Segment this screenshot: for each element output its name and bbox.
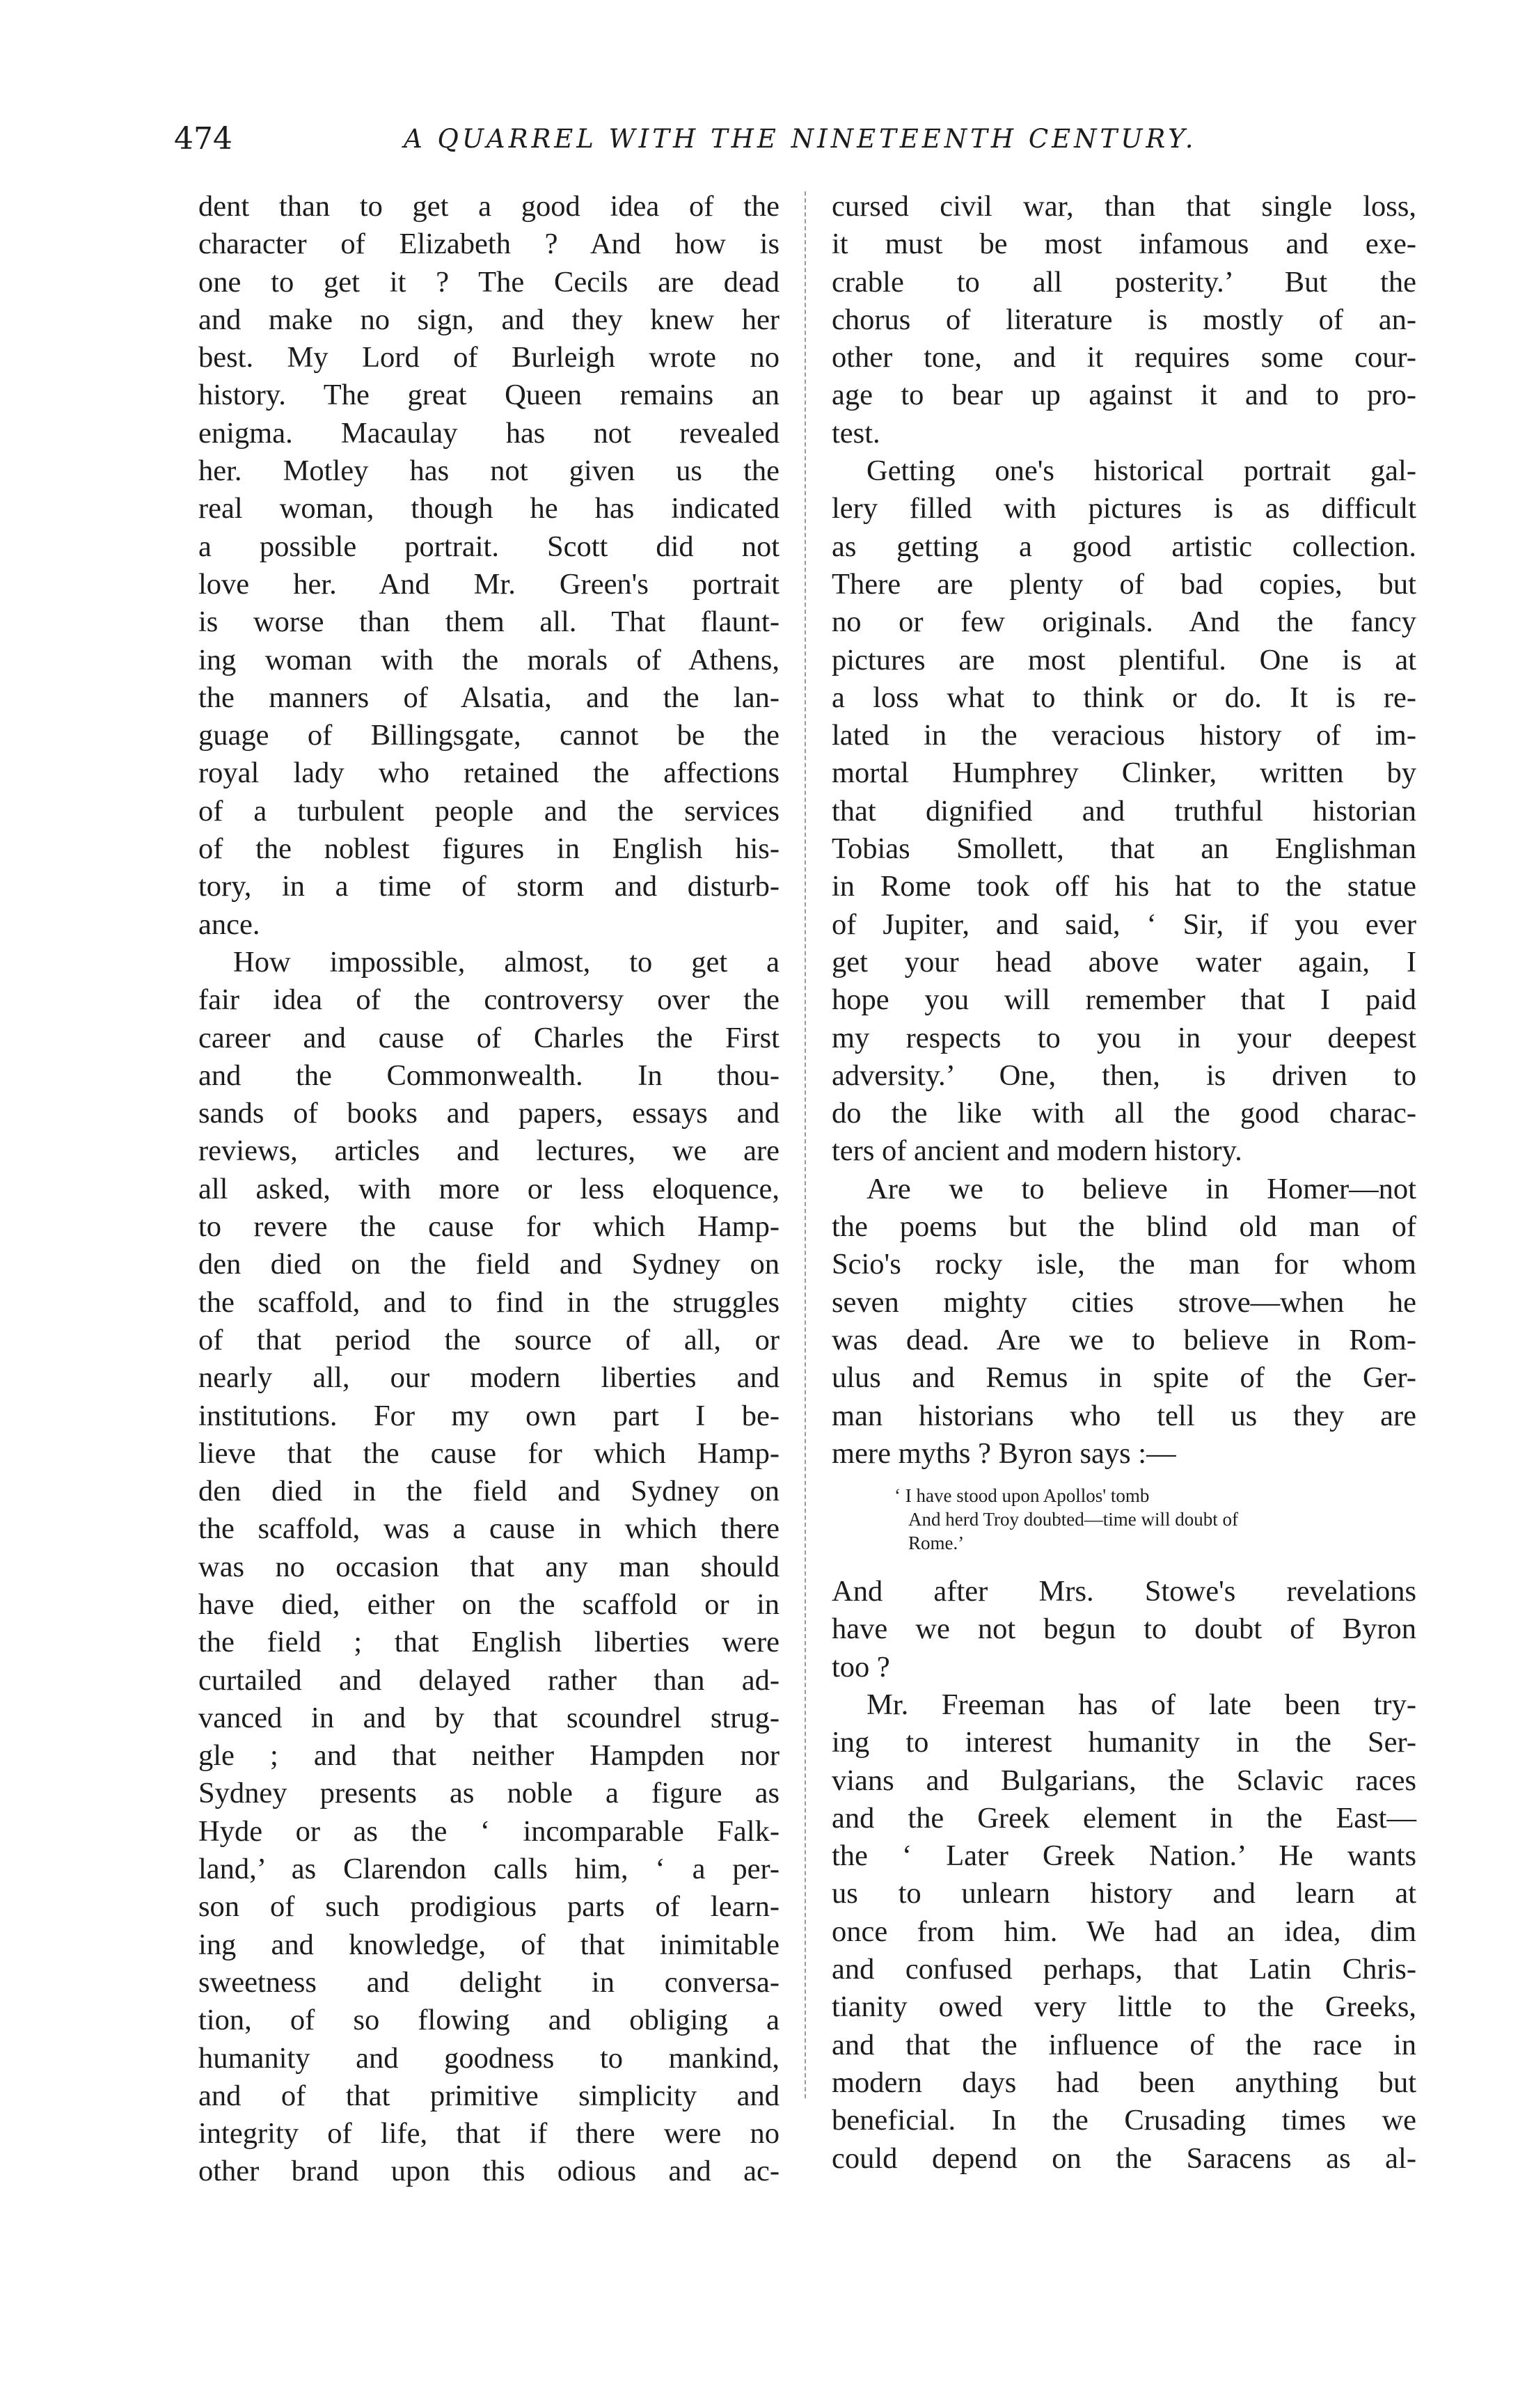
text-line: Sydney presents as noble a figure as: [198, 1777, 780, 1810]
text-line: ance.: [198, 908, 260, 941]
text-line: seven mighty cities strove—when he: [832, 1285, 1416, 1319]
text-line: lery filled with pictures is as difficult: [832, 492, 1416, 525]
text-line: Are we to believe in Homer—not: [867, 1172, 1416, 1205]
text-line: man historians who tell us they are: [832, 1399, 1416, 1432]
text-line: fair idea of the controversy over the: [198, 983, 780, 1017]
text-line: a possible portrait. Scott did not: [198, 530, 780, 563]
quote-line: ‘ I have stood upon Apollos' tomb: [894, 1485, 1150, 1507]
text-line: nearly all, our modern liberties and: [198, 1361, 780, 1395]
text-line: institutions. For my own part I be-: [198, 1399, 780, 1432]
text-line: the scaffold, was a cause in which there: [198, 1512, 780, 1546]
text-line: and confused perhaps, that Latin Chris-: [832, 1953, 1416, 1986]
text-line: Getting one's historical portrait gal-: [867, 454, 1416, 488]
text-line: dent than to get a good idea of the: [198, 190, 780, 223]
right-column: [832, 188, 1416, 2178]
text-line: ing and knowledge, of that inimitable: [198, 1928, 780, 1961]
text-line: a loss what to think or do. It is re-: [832, 681, 1416, 714]
text-line: ing to interest humanity in the Ser-: [832, 1726, 1416, 1759]
text-line: of that period the source of all, or: [198, 1323, 780, 1356]
text-line: How impossible, almost, to get a: [233, 945, 780, 979]
text-line: tianity owed very little to the Greeks,: [832, 1990, 1416, 2024]
text-line: one to get it ? The Cecils are dead: [198, 265, 780, 299]
text-line: enigma. Macaulay has not revealed: [198, 416, 780, 450]
text-line: that dignified and truthful historian: [832, 794, 1416, 827]
text-line: was no occasion that any man should: [198, 1550, 780, 1583]
text-line: the field ; that English liberties were: [198, 1626, 780, 1659]
paragraph: [832, 1686, 1416, 2178]
text-line: of a turbulent people and the services: [198, 794, 780, 827]
text-line: lated in the veracious history of im-: [832, 719, 1416, 752]
text-line: the poems but the blind old man of: [832, 1210, 1416, 1244]
text-line: beneficial. In the Crusading times we: [832, 2104, 1416, 2137]
paragraph: [832, 1573, 1416, 1686]
text-line: tion, of so flowing and obliging a: [198, 2004, 780, 2037]
text-line: test.: [832, 416, 880, 450]
text-line: mortal Humphrey Clinker, written by: [832, 757, 1416, 790]
text-line: cursed civil war, than that single loss,: [832, 190, 1416, 223]
text-line: do the like with all the good charac-: [832, 1097, 1416, 1130]
text-line: other brand upon this odious and ac-: [198, 2155, 780, 2188]
text-line: was dead. Are we to believe in Rom-: [832, 1323, 1416, 1356]
text-line: integrity of life, that if there were no: [198, 2117, 780, 2150]
text-line: all asked, with more or less eloquence,: [198, 1172, 780, 1205]
text-line: modern days had been anything but: [832, 2066, 1416, 2099]
text-line: Hyde or as the ‘ incomparable Falk-: [198, 1814, 780, 1848]
text-line: Scio's rocky isle, the man for whom: [832, 1248, 1416, 1281]
paragraph: [832, 452, 1416, 1171]
paragraph: [198, 188, 780, 944]
text-line: lieve that the cause for which Hamp-: [198, 1436, 780, 1470]
text-line: den died on the field and Sydney on: [198, 1248, 780, 1281]
left-column: [198, 188, 780, 2191]
quote-line: And herd Troy doubted—time will doubt of: [908, 1509, 1238, 1530]
text-line: vanced in and by that scoundrel strug-: [198, 1701, 780, 1734]
text-line: once from him. We had an idea, dim: [832, 1915, 1416, 1948]
text-line: Tobias Smollett, that an Englishman: [832, 832, 1416, 866]
text-line: den died in the field and Sydney on: [198, 1475, 780, 1508]
text-line: tory, in a time of storm and disturb-: [198, 870, 780, 903]
text-line: sands of books and papers, essays and: [198, 1097, 780, 1130]
text-line: guage of Billingsgate, cannot be the: [198, 719, 780, 752]
text-line: career and cause of Charles the First: [198, 1021, 780, 1054]
text-line: pictures are most plentiful. One is at: [832, 643, 1416, 676]
text-line: the scaffold, and to find in the struggles: [198, 1285, 780, 1319]
text-line: and make no sign, and they knew her: [198, 303, 780, 336]
page-header: [174, 118, 1434, 167]
text-line: sweetness and delight in conversa-: [198, 1965, 780, 1999]
text-line: hope you will remember that I paid: [832, 983, 1416, 1017]
text-line: ters of ancient and modern history.: [832, 1134, 1242, 1168]
text-line: humanity and goodness to mankind,: [198, 2041, 780, 2075]
text-line: and the Greek element in the East—: [832, 1801, 1416, 1835]
text-line: best. My Lord of Burleigh wrote no: [198, 341, 780, 374]
text-line: her. Motley has not given us the: [198, 454, 780, 488]
text-line: There are plenty of bad copies, but: [832, 567, 1416, 601]
text-line: as getting a good artistic collection.: [832, 530, 1416, 563]
text-line: royal lady who retained the affections: [198, 757, 780, 790]
text-line: curtailed and delayed rather than ad-: [198, 1663, 780, 1697]
text-line: of the noblest figures in English his-: [198, 832, 780, 866]
text-line: too ?: [832, 1650, 890, 1684]
text-line: us to unlearn history and learn at: [832, 1877, 1416, 1910]
text-line: it must be most infamous and exe-: [832, 228, 1416, 261]
text-line: in Rome took off his hat to the statue: [832, 870, 1416, 903]
text-line: land,’ as Clarendon calls him, ‘ a per-: [198, 1853, 780, 1886]
text-line: age to bear up against it and to pro-: [832, 379, 1416, 412]
text-line: adversity.’ One, then, is driven to: [832, 1059, 1416, 1092]
text-line: get your head above water again, I: [832, 945, 1416, 979]
text-line: the ‘ Later Greek Nation.’ He wants: [832, 1839, 1416, 1873]
text-line: Mr. Freeman has of late been try-: [867, 1688, 1416, 1721]
paragraph: [198, 944, 780, 2191]
text-line: history. The great Queen remains an: [198, 379, 780, 412]
text-line: son of such prodigious parts of learn-: [198, 1890, 780, 1924]
text-line: real woman, though he has indicated: [198, 492, 780, 525]
text-line: no or few originals. And the fancy: [832, 605, 1416, 639]
text-line: have we not begun to doubt of Byron: [832, 1613, 1416, 1646]
text-line: my respects to you in your deepest: [832, 1021, 1416, 1054]
text-line: of Jupiter, and said, ‘ Sir, if you ever: [832, 908, 1416, 941]
paragraph: [832, 1171, 1416, 1473]
text-line: and the Commonwealth. In thou-: [198, 1059, 780, 1092]
text-line: ulus and Remus in spite of the Ger-: [832, 1361, 1416, 1395]
text-line: have died, either on the scaffold or in: [198, 1587, 780, 1621]
text-line: to revere the cause for which Hamp-: [198, 1210, 780, 1244]
text-line: gle ; and that neither Hampden nor: [198, 1739, 780, 1773]
text-line: reviews, articles and lectures, we are: [198, 1134, 780, 1168]
text-line: crable to all posterity.’ But the: [832, 265, 1416, 299]
running-title: A QUARREL WITH THE NINETEENTH CENTURY.: [404, 124, 1197, 154]
verse-quote: [832, 1484, 1416, 1555]
text-line: And after Mrs. Stowe's revelations: [832, 1575, 1416, 1608]
text-line: could depend on the Saracens as al-: [832, 2141, 1416, 2175]
text-line: chorus of literature is mostly of an-: [832, 303, 1416, 336]
text-line: is worse than them all. That flaunt-: [198, 605, 780, 639]
text-line: vians and Bulgarians, the Sclavic races: [832, 1764, 1416, 1797]
quote-line: Rome.’: [908, 1532, 965, 1554]
page-number: 474: [174, 121, 232, 157]
text-line: love her. And Mr. Green's portrait: [198, 567, 780, 601]
paragraph: [832, 188, 1416, 452]
text-line: the manners of Alsatia, and the lan-: [198, 681, 780, 714]
text-line: and of that primitive simplicity and: [198, 2079, 780, 2112]
text-line: other tone, and it requires some cour-: [832, 341, 1416, 374]
column-divider: [805, 191, 806, 2098]
text-line: mere myths ? Byron says :—: [832, 1436, 1176, 1470]
text-line: ing woman with the morals of Athens,: [198, 643, 780, 676]
text-line: character of Elizabeth ? And how is: [198, 228, 780, 261]
text-line: and that the influence of the race in: [832, 2028, 1416, 2061]
